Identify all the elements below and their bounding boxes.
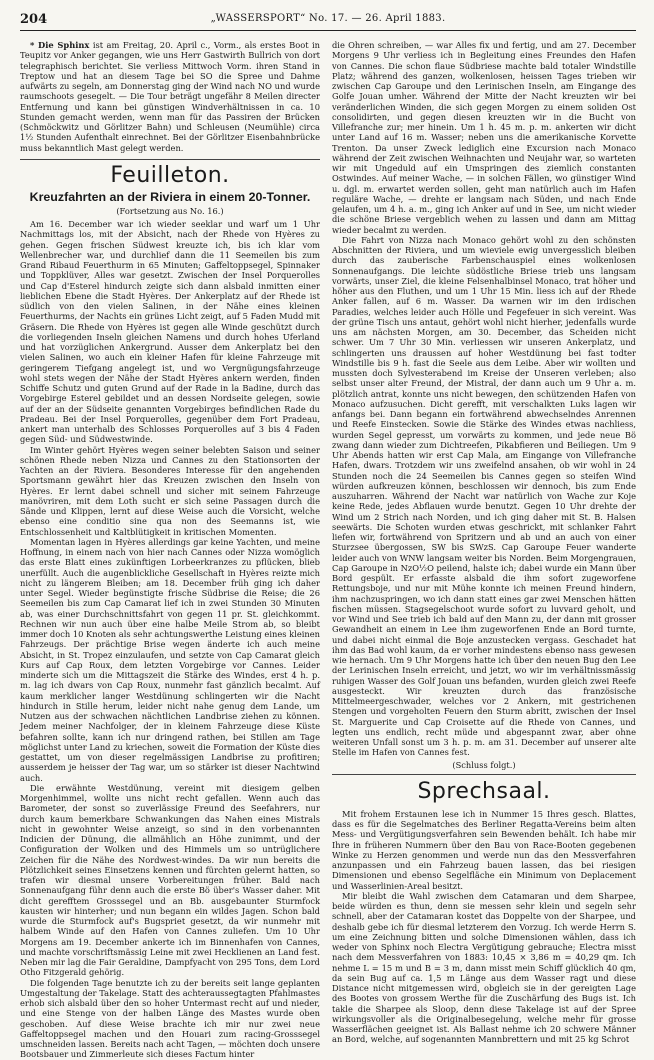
article-paragraph: Am 16. December war ich wieder seeklar und warf um 1 Uhr Nachmittags los, mit der Absicht, nach der Rhede von Hyères zu gehen. Gegen frischen Südwest kreuzte ich, bis ich klar vom Wellenbrecher war, und durchlief dann die 11 Seemeilen bis zum Grand Ribaud Feuerthurm in 65 Minuten; Gaffeltoppsegel, Spinnaker und Toppklüver, Alles war gesetzt. Zwischen der Insel Porquerolles und Cap d'Esterel hindurch zeigte sich dann alsbald inmitten einer lieblichen Ebene die Stadt Hyères. Der Ankerplatz auf der Rhede ist südlich von den vielen Salinen, in der Nähe eines kleinen Feuerthurms, der Nachts ein grünes Licht zeigt, auf 5 Faden Mudd mit Gräsern. Die Rhede von Hyères ist gegen alle Winde geschützt durch die vorliegenden Inseln gleichen Namens und durch hohes Uferland und hat vorzüglichen Ankergrund. Ausser dem Ankerplatz bei den vielen Salinen, wo auch ein kleiner Hafen für kleine Fahrzeuge mit geringerem Tiefgang angelegt ist, und wo Vergnügungsfahrzeuge wohl stets wegen der Nähe der Stadt Hyères ankern werden, finden Schiffe Schutz und guten Grund auf der Rade in la Badine, durch das Vorgebirge Esterel gebildet und an dessen Nordseite gelegen, sowie auf der an der Südseite genannten Vorgebirges befindlichen Rade du Pradeau. Bei der Insel Porquerolles, gegenüber dem Fort Pradeau, ankert man unterhalb des Schlosses Porquerolles auf 3 bis 4 Faden gegen Süd- und Südwestwinde. [20,219,320,445]
feuilleton-heading: Feuilleton. [110,162,230,188]
letter-paragraph: Mit frohem Erstaunen lese ich in Nummer 15 Ihres gesch. Blattes, dass es für die Segelmatches des Berliner Regatta-Vereins beim alten Mess- und Vergütigungsverfahren sein Bewenden behält. Ich habe mir Ihre in früheren Nummern über den Bau von Race-Booten gegebenen Winke zu Herzen genommen und werde nun das den Messverfahren anzunpassen und ein Fahrzeug bauen lassen, das bei riesigen Dimensionen und ebenso Segelfläche ein Minimum von Deplacement und Wasserlinien-Areal besitzt. [332,808,636,891]
continuation-note: (Fortsetzung aus No. 16.) [116,205,224,216]
article-paragraph: Die folgenden Tage benutzte ich zu der bereits seit lange geplanten Umgestaltung der Takelage. Statt des achteraussegtagten Pfahlmastes erhob sich alsbald über den so hoher Untermast recht auf und nieder, und eine Stenge von der halben Länge des Mastes wurde oben geschoben. Auf diese Weise brachte ich mir nur zwei neue Gaffeltoppsegel machen und den Houari zum racing-Grosssegel umschneiden lassen. Bereits nach acht Tagen, — möchten doch unsere Bootsbauer und Zimmerleute sich dieses Factum hinter [20,977,320,1060]
left-column [20,40,320,1060]
sprechsaal-heading: Sprechsaal. [417,778,551,804]
section-divider [20,159,320,160]
text-columns [20,40,636,1060]
article-title: Kreuzfahrten an der Riviera in einem 20-Tonner. [29,189,311,204]
article-paragraph: die Ohren schreiben, — war Alles fix und fertig, und am 27. December Morgens 9 Uhr verliess ich in Begleitung eines Freundes den Hafen von Cannes. Die schon flaue Südbriese machte bald totaler Windstille Platz; während des ganzen, wolkenlosen, heissen Tages trieben wir zwischen Cap Garoupe und den Lerinischen Inseln, am Eingange des Golfe Jouan umher. Während der Mitte der Nacht kreuzten wir bei veränderlichen Winden, die sich gegen Morgen zu einem soliden Ost consolidirten, und gegen diesen kreuzten wir in die Bucht von Villefranche zur; mer hinein. Um 1 h. 45 m. p. m. ankerten wir dicht unter Land auf 16 m. Wasser; neben uns die amerikanische Korvette Trenton. Da unser Zweck lediglich eine Excursion nach Monaco während der Zeit zwischen Weihnachten und Neujahr war, so warteten wir mit Ungeduld auf ein Umspringen des ziemlich constanten Ostwindes. Auf meiner Wache, — in solchen Fällen, wo günstiger Wind u. dgl. m. erwartet werden sollen, geht man natürlich auch im Hafen reguläre Wache, — drehte er langsam nach Süden, und nach Ende gelaufen, um 4 h. a. m., ging ich Anker auf und in See, um nicht wieder die schöne Briese vergeblich wehen zu lassen und dann am Mittag wieder becalmt zu werden. [332,40,636,235]
article-signoff: (Schluss folgt.) [452,759,516,770]
page-header [20,10,636,31]
section-divider [332,774,636,775]
article-paragraph: Die erwähnte Westdünung, vereint mit diesigem gelben Morgenhimmel, wollte uns nicht recht gefallen. Wenn auch das Barometer, der sonst so zuverlässige Freund des Seefahrers, nur durch kaum bemerkbare Schwankungen das Nahen eines Mistrals nicht in gewohnter Weise anzeigt, so sind in den vorbenannten Indicien der Dünung, die allmählich an Höhe zunimmt, und der Configuration der Wolken und des Himmels um so untrüglichere Zeichen für die Nähe des Nordwest-windes. Da wir nun bereits die Plötzlichkeit seines Einsetzens kennen und fürchten gelernt hatten, so trafen wir diesmal unsere Vorbereitungen früher. Bald nach Sonnenaufgang führ denn auch die erste Bö über's Wasser daher. Mit dicht gerefftem Grosssegel und an Bb. ausgebaunter Sturmfock kausten wir hinterher; und nun begann ein wildes Jagen. Schon bald wurde die Sturmfock auf's Bugspriet gesetzt, da wir nunmehr mit halbem Winde auf den Hafen von Cannes zuliefen. Um 10 Uhr Morgens am 19. December ankerte ich im Binnenhafen von Cannes, und machte vorschriftsmässig Leine mit zwei Hecklienen an Land fest. Neben mir lag die Fair Geraldine, Dampfyacht von 295 Tons, dem Lord Otho Fitzgerald gehörig. [20,782,320,978]
article-paragraph: Die Fahrt von Nizza nach Monaco gehört wohl zu den schönsten Abschnitten der Riviera, und um wieviele ewig unvergesslich bleiben durch das zauberische Farbenschauspiel eines wolkenlosen Sonnenaufgangs. Die leichte südöstliche Briese trieb uns langsam vorwärts, unser Ziel, die kleine Felsenhalbinsel Monaco, trat höher und höher aus den Fluthen, und um 1 Uhr 15 Min. liess ich auf der Rhede Anker fallen, auf 6 m. Wasser. Da warnen wir im den irdischen Paradies, welches leider auch Hölle und Fegefeuer in sich vereint. Was der grüne Tisch uns antaut, gehört wohl nicht hierher, jedenfalls wurde uns am nächsten Morgen, am 30. December, das Scheiden nicht schwer. Um 7 Uhr 30 Min. verliessen wir unseren Ankerplatz, und schlingerten uns draussen auf hoher Westdünung bei fast todter Windstille bis 9 h. fast die Seele aus dem Leibe. Aber wir wollten und mussten doch Sylvesterabend im Kreise der Unseren verleben; also selbst unser alter Freund, der Mistral, der dann auch um 9 Uhr a. m. plötzlich antrat, konnte uns nicht bewegen, den schützenden Hafen von Monaco aufzusuchen. Dicht gerefft, mit verschalkten Luks lagen wir anfangs bei. Dann begann ein fortwährend abwechselndes Anrennen und Reefe Einstecken. Sowie die Stärke des Windes etwas nachliess, wurden Segel gepresst, um vorwärts zu kommen, und jede neue Bö zwang dann wieder zum Dichtreefen, Pikabfieren und Beiliegen. Um 9 Uhr Abends hatten wir erst Cap Mala, am Eingange von Villefranche Hafen, dwars. Trotzdem wir uns zweifelnd ansahen, ob wir wohl in 24 Stunden noch die 24 Seemeilen bis Cannes gegen so steifen Wind würden aufkreuzen können, beschlossen wir dennoch, bis zum Ende auszuharren. Während der Nacht war natürlich von Wache zur Koje keine Rede, jedes Abflauen wurde benutzt. Gegen 10 Uhr drehte der Wind um 2 Strich nach Norden, und ich ging daher mit St. B. Halsen seewärts. Die Schoten wurden etwas geschrickt, mit schlanker Fahrt liefen wir, fortwährend von Spritzern und ab und an auch von einer Sturzsee übergossen, SW bis SWzS. Cap Garoupe Feuer wanderte leider auch von WNW langsam weiter bis Norden. Beim Morgengrauen, Cap Garoupe in NzO½O peilend, halste ich; dabei wurde ein Mann über Bord gespült. Er erfasste alsbald die ihm sofort zugeworfene Rettungsboje, und nur mit Mühe konnte ich meinen Freund hindern, ihm nachzuspringen, wo ich dann statt eines gar zwei Menschen hätten fischen müssen. Stagsegelschoot wurde sofort zu luvvard geholt, und vor Wind und See trieb ich bald auf den Mann zu, der dann mit grosser Gewandheit an einem in Lee ihm zugeworfenen Ende an Bord turnte, und dabei nicht einmal die Boje anzustecken vergass. Geschadet hat ihm das Bad wohl kaum, da er vorher mindestens ebenso nass gewesen wie hernach. Um 9 Uhr Morgens hatte ich über den neuen Bug den Lee der Lerinischen Inseln erreicht, und jetzt, wo wir im verhältnissmässig ruhigen Wasser des Golf Jouan uns befanden, wurden gleich zwei Reefe ausgesteckt. Wir kreuzten durch das französische Mittelmeergeschwader, welches vor 2 Ankern, mit gestrichenen Stengen und vorgeholten Feuern den Sturm abritt, zwischen der Insel St. Marguerite und Cap Croisette auf die Rhede von Cannes, und legten uns endlich, recht müde und abgespannt zwar, aber ohne weiteren Unfall sonst um 3 h. p. m. am 31. December auf unserer alte Stelle im Hafen von Cannes fest. [332,234,636,758]
letter-paragraph: Mir bleibt die Wahl zwischen dem Catamaran und dem Sharpee, beide würden es thun, denn sie messen sehr klein und segeln sehr schnell, aber der Catamaran kostet das Doppelte von der Sharpee, und deshalb gebe ich für diesmal letzterem den Vorzug. Ich werde Herrn S. um eine Zeichnung bitten und solche Dimensionen wählen, dass ich weder von Sphinx noch Electra Vergütigung gebrauche; Electra misst nach dem Messverfahren von 1883: 10,45 × 3,86 m = 40,29 qm. Ich nehme L = 15 m und B = 3 m, dann misst mein Schiff glücklich 40 qm, da sein Bug auf ca. 1,5 m Länge aus dem Wasser ragt und diese Distance nicht mitgemessen wird, obgleich sie in der gereigten Lage des Bootes von grossem Werthe für die Zuschärfung des Bugs ist. Ich takle die Sharpee als Sloop, denn diese Takelage ist auf der Spree wirkungsvoller als die Originalbesegelung, welche mehr für grosse Wasserflächen geeignet ist. Als Ballast nehme ich 20 schwere Männer an Bord, welche, auf sogenannten Mannbrettern und mit 25 kg Schrot [332,890,636,1045]
page-number: 204 [20,12,48,27]
article-paragraph: Momentan lagen in Hyères allerdings gar keine Yachten, und meine Hoffnung, in einem nach von hier nach Cannes oder Nizza womöglich das erste Blatt eines zukünftigen Lorbeerkranzes zu pflücken, blieb unerfüllt. Auch die augenblickliche Gesellschaft in Hyères reizte mich nicht zu längerem Bleiben; am 18. December früh ging ich daher unter Segel. Wieder begünstigte frische Südbrise die Reise; die 26 Seemeilen bis zum Cap Camarat lief ich in zwei Stunden 30 Minuten ab, was einer Durchschnittsfahrt von gegen 11 pr. St. gleichkommt. Rechnen wir nun auch über eine halbe Meile Strom ab, so bleibt immer doch 10 Knoten als sehr achtungswerthe Leistung eines kleinen Fahrzeugs. Der prächtige Brise wegen änderte ich auch meine Absicht, in St. Tropez einzulaufen, und setzte von Cap Camarat gleich Kurs auf Cap Roux, dem letzten Vorgebirge vor Cannes. Leider minderte sich um die Mittagszeit die Stärke des Windes, erst 4 h. p. m. lag ich dwars von Cap Roux, nunmehr fast gänzlich becalmt. Auf kaum merklicher langer Westdünung schlingerten wir die Nacht hindurch in Stille herum, leider nicht nahe genug dem Lande, um Nutzen aus der schwachen nächtlichen Landbrise ziehen zu können. Jedem meiner Nachfolger, der in kleinem Fahrzeuge diese Küste befahren sollte, kann ich nur dringend rathen, bei Stillen am Tage möglichst unter Land zu kriechen, soweit die Formation der Küste dies gestattet, um von dieser regelmässigen Landbrise zu profitiren; ausserdem je heisser der Tag war, um so stärker ist dieser Nachtwind auch. [20,536,320,783]
article-paragraph: Im Winter gehört Hyères wegen seiner belebten Saison und seiner schönen Rhede neben Nizza und Cannes zu den Stationsorten der Yachten an der Riviera. Besonderes Interesse für den angehenden Sportsmann gewährt hier das Kreuzen zwischen den Inseln von Hyères. Er lernt dabei schnell und sicher mit seinem Fahrzeuge manövriren, mit dem Loth sucht er sich seine Passagen durch die Sände und Klippen, lernt auf diese Weise auch die Vorsicht, welche ebenso eine conditio sine qua non des Seemanns ist, wie Entschlossenheit und Kaltblütigkeit in kritischen Momenten. [20,444,320,537]
notice-text: ist am Freitag, 20. April c., Vorm., als erstes Boot in Teupitz vor Anker gegangen, wie uns Herr Gastwirth Bullrich von dort telegraphisch berichtet. Sie verliess Mittwoch Vorm. ihren Stand in Treptow und hat an diesem Tage bei SO die Spree und Dahme aufwärts zu segeln, am Donnerstag ging der Wind nach NO und wurde raumschoots gesegelt. — Die Tour beträgt ungefähr 8 Meilen directer Entfernung und kann bei günstigen Windverhältnissen in ca. 10 Stunden gemacht werden, wenn man für das Passiren der Brücken (Schmöckwitz und Görlitzer Bahn) und Schleusen (Neumühle) circa 1½ Stunden Aufenthalt einrechnet. Bei der Görlitzer Eisenbahnbrücke muss bekanntlich Mast gelegt werden. [20,40,320,153]
masthead: „WASSERSPORT“ No. 17. — 26. April 1883. [210,13,446,24]
right-column [332,40,636,1045]
sphinx-notice [20,40,320,153]
notice-lead: * Die Sphinx [30,40,90,50]
